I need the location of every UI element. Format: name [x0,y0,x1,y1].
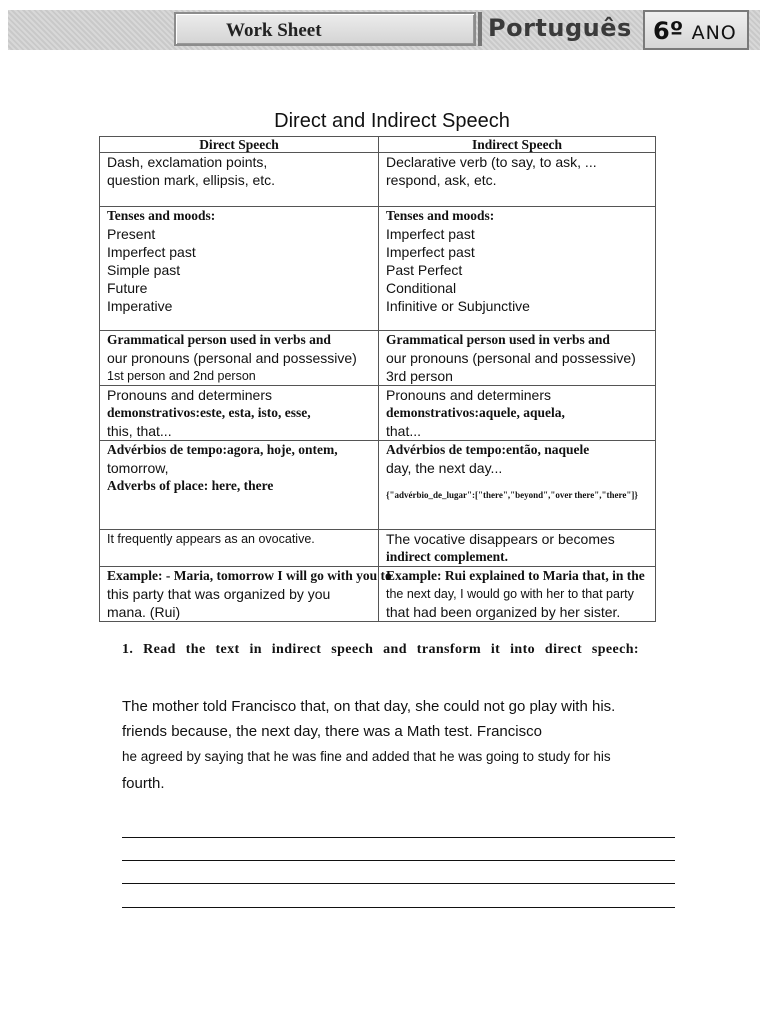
table-cell [100,207,379,331]
table-cell [379,567,656,622]
cell-line: 1st person and 2nd person [107,369,256,383]
table-cell [100,386,379,441]
exercise-passage [122,696,682,798]
cell-line: Imperfect past [386,244,475,260]
document-title: Direct and Indirect Speech [274,110,510,132]
cell-line: question mark, ellipsis, etc. [107,172,276,188]
grade-text [653,17,737,45]
answer-line[interactable] [122,860,675,861]
cell-line: Infinitive or Subjunctive [386,298,530,314]
subject-title: Português [488,14,632,42]
answer-line[interactable] [122,837,675,838]
table-row [100,331,656,386]
column-header-indirect: Indirect Speech [379,137,656,153]
table-cell [379,441,656,530]
cell-line: tomorrow, [107,460,169,476]
passage-line: he agreed by saying that he was fine and added that he was going to study for his [122,749,611,764]
cell-note: {"advérbio_de_lugar":["there","beyond","over there","there"]} [386,490,638,500]
table-cell [379,153,656,207]
cell-line: our pronouns (personal and possessive) [107,350,357,366]
table-row [100,153,656,207]
cell-heading: Tenses and moods: [386,208,495,223]
cell-line: Past Perfect [386,262,463,278]
cell-line: Advérbios de tempo:então, naquele [386,442,590,457]
cell-heading: Grammatical person used in verbs and [386,332,610,347]
passage-line: The mother told Francisco that, on that day, she could not go play with his. [122,698,616,715]
passage-line: friends because, the next day, there was a Math test. Francisco [122,723,542,740]
cell-line: The vocative disappears or becomes [386,531,615,547]
cell-line: this party that was organized by you [107,586,331,602]
cell-line: Declarative verb (to say, to ask, ... [386,154,597,170]
table-cell [379,530,656,567]
cell-line: Imperative [107,298,173,314]
cell-line: It frequently appears as an ovocative. [107,532,315,546]
answer-line[interactable] [122,907,675,908]
table-row [100,386,656,441]
cell-line: demonstrativos:este, esta, isto, esse, [107,405,311,420]
table-row [100,567,656,622]
table-cell [100,441,379,530]
cell-line: Simple past [107,262,181,278]
cell-heading: Grammatical person used in verbs and [107,332,331,347]
table-row [100,441,656,530]
table-cell [100,153,379,207]
grade-suffix: ANO [691,22,737,44]
cell-line: the next day, I would go with her to that party [386,587,634,601]
cell-line: that... [386,423,422,439]
grade-badge [643,10,749,50]
table-cell [100,331,379,386]
worksheet-label-box [174,12,476,46]
cell-line: Example: - Maria, tomorrow I will go with you to [107,568,392,583]
table-header-row [100,137,656,153]
worksheet-label: Work Sheet [226,20,322,41]
cell-line: Adverbs of place: here, there [107,478,274,493]
answer-line[interactable] [122,883,675,884]
table-cell [100,530,379,567]
cell-line: Imperfect past [107,244,196,260]
passage-line: fourth. [122,775,165,792]
cell-line: Pronouns and determiners [107,387,272,403]
cell-line: day, the next day... [386,460,503,476]
cell-line: Future [107,280,148,296]
cell-line: Dash, exclamation points, [107,154,268,170]
cell-line: 3rd person [386,368,453,384]
speech-comparison-table [99,136,656,622]
table-cell [100,567,392,622]
cell-line: Conditional [386,280,457,296]
cell-line: indirect complement. [386,549,508,564]
exercise-question: 1. Read the text in indirect speech and transform it into direct speech: [122,642,639,657]
table-row [100,207,656,331]
table-cell [379,331,656,386]
cell-line: Advérbios de tempo:agora, hoje, ontem, [107,442,338,457]
cell-line: Imperfect past [386,226,475,242]
cell-line: Example: Rui explained to Maria that, in the [386,568,645,583]
cell-line: our pronouns (personal and possessive) [386,350,636,366]
cell-line: this, that... [107,423,172,439]
cell-line: Pronouns and determiners [386,387,551,403]
cell-line: demonstrativos:aquele, aquela, [386,405,565,420]
header-divider [478,12,482,46]
column-header-direct: Direct Speech [100,137,379,153]
cell-line: Present [107,226,156,242]
grade-number: 6º [653,17,684,45]
table-cell [379,386,656,441]
table-cell [379,207,656,331]
cell-line: respond, ask, etc. [386,172,497,188]
cell-line: mana. (Rui) [107,604,181,620]
cell-line: that had been organized by her sister. [386,604,621,620]
cell-heading: Tenses and moods: [107,208,216,223]
table-row [100,530,656,567]
